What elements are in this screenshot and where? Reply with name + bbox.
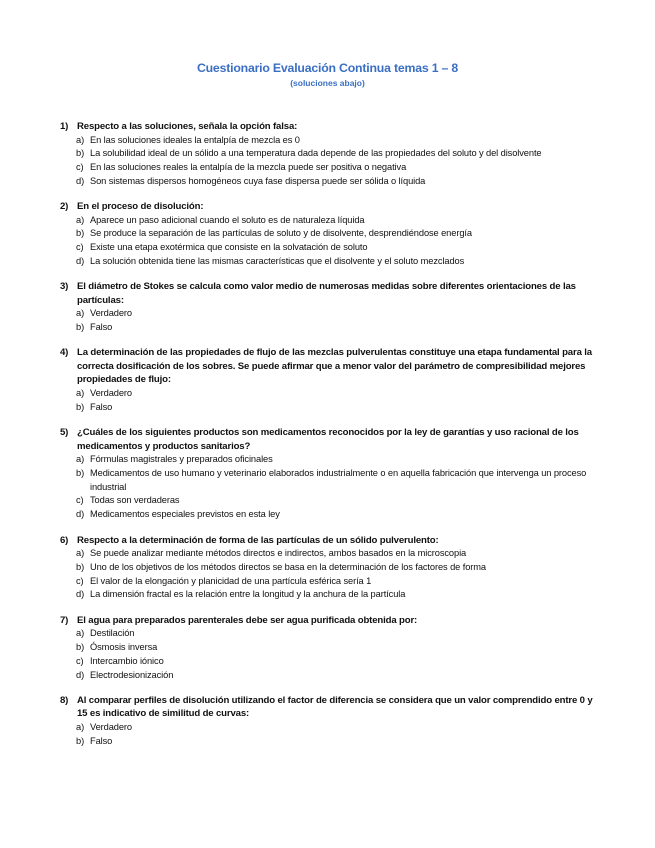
option-text: Aparece un paso adicional cuando el soluto es de naturaleza líquida: [90, 214, 365, 225]
answer-option: [60, 588, 600, 602]
option-text: Intercambio iónico: [90, 655, 164, 666]
option-text: Medicamentos de uso humano y veterinario elaborados industrialmente o en aquella fabricación que intervenga un proceso industrial: [90, 467, 587, 492]
option-letter: a): [76, 308, 85, 319]
question-text: Respecto a la determinación de forma de las partículas de un sólido pulverulento:: [77, 534, 439, 546]
option-text: El valor de la elongación y planicidad de una partícula esférica sería 1: [90, 575, 372, 586]
question-number: 6): [60, 534, 69, 546]
question-heading: [60, 694, 600, 721]
answer-options: [60, 453, 600, 522]
question-6: [60, 534, 600, 603]
answer-option: [60, 161, 600, 175]
option-text: Verdadero: [90, 308, 133, 319]
option-letter: c): [76, 655, 84, 666]
option-letter: c): [76, 575, 84, 586]
option-letter: a): [76, 721, 85, 732]
question-heading: [60, 614, 600, 628]
option-text: Falso: [90, 735, 113, 746]
answer-option: [60, 508, 600, 522]
question-heading: [60, 200, 600, 214]
option-text: Falso: [90, 401, 113, 412]
option-letter: a): [76, 454, 85, 465]
answer-option: [60, 387, 600, 401]
option-letter: c): [76, 242, 84, 253]
answer-options: [60, 307, 600, 335]
option-letter: b): [76, 322, 85, 333]
answer-option: [60, 401, 600, 415]
option-text: Todas son verdaderas: [90, 495, 180, 506]
question-3: [60, 280, 600, 335]
answer-option: [60, 721, 600, 735]
question-number: 4): [60, 347, 69, 359]
question-7: [60, 614, 600, 683]
option-letter: d): [76, 175, 85, 186]
answer-option: [60, 494, 600, 508]
option-letter: a): [76, 387, 85, 398]
question-text: Al comparar perfiles de disolución utilizando el factor de diferencia se considera que un valor comprendido entre 0 y 15 es indicativo de similitud de curvas:: [77, 694, 593, 720]
option-text: Existe una etapa exotérmica que consiste en la solvatación de soluto: [90, 242, 368, 253]
question-1: [60, 120, 600, 189]
question-text: El diámetro de Stokes se calcula como valor medio de numerosas medidas sobre diferentes orientaciones de las partículas:: [77, 281, 576, 306]
question-number: 8): [60, 694, 69, 706]
option-text: Verdadero: [90, 387, 133, 398]
answer-option: [60, 575, 600, 589]
option-letter: c): [76, 495, 84, 506]
answer-option: [60, 627, 600, 641]
document-subtitle: (soluciones abajo): [290, 78, 365, 88]
option-text: Fórmulas magistrales y preparados oficinales: [90, 454, 273, 465]
question-heading: [60, 346, 600, 387]
answer-option: [60, 147, 600, 161]
question-8: [60, 694, 600, 749]
option-letter: b): [76, 401, 85, 412]
answer-options: [60, 134, 600, 189]
question-list: [60, 120, 600, 760]
answer-options: [60, 214, 600, 269]
option-letter: a): [76, 548, 85, 559]
question-number: 7): [60, 614, 69, 626]
answer-option: [60, 669, 600, 683]
answer-option: [60, 655, 600, 669]
option-letter: a): [76, 628, 85, 639]
option-text: Se puede analizar mediante métodos directos e indirectos, ambos basados en la microscopia: [90, 548, 467, 559]
answer-option: [60, 561, 600, 575]
option-text: La dimensión fractal es la relación entre la longitud y la anchura de la partícula: [90, 589, 406, 600]
question-number: 3): [60, 281, 69, 293]
document-title: Cuestionario Evaluación Continua temas 1 – 8: [196, 61, 459, 75]
option-letter: d): [76, 509, 85, 520]
option-letter: b): [76, 148, 85, 159]
option-letter: b): [76, 228, 85, 239]
answer-option: [60, 134, 600, 148]
option-letter: b): [76, 561, 85, 572]
option-text: Verdadero: [90, 721, 133, 732]
question-heading: [60, 426, 600, 453]
option-letter: d): [76, 589, 85, 600]
answer-options: [60, 547, 600, 602]
option-letter: b): [76, 467, 85, 478]
option-text: Destilación: [90, 628, 135, 639]
option-text: Medicamentos especiales previstos en esta ley: [90, 509, 280, 520]
answer-options: [60, 387, 600, 415]
option-text: Se produce la separación de las partículas de soluto y de disolvente, desprendiéndose energía: [90, 228, 472, 239]
answer-option: [60, 175, 600, 189]
option-text: En las soluciones reales la entalpía de la mezcla puede ser positiva o negativa: [90, 162, 407, 173]
answer-option: [60, 214, 600, 228]
question-number: 1): [60, 121, 69, 132]
question-text: ¿Cuáles de los siguientes productos son medicamentos reconocidos por la ley de garantías y uso racional de los medicamentos y productos sanitarios?: [77, 427, 579, 452]
question-text: El agua para preparados parenterales debe ser agua purificada obtenida por:: [77, 614, 418, 626]
answer-option: [60, 255, 600, 269]
question-number: 5): [60, 427, 69, 439]
option-letter: b): [76, 642, 85, 653]
option-letter: b): [76, 735, 85, 746]
option-text: En las soluciones ideales la entalpía de mezcla es 0: [90, 134, 300, 145]
option-letter: d): [76, 669, 85, 680]
answer-option: [60, 547, 600, 561]
answer-option: [60, 641, 600, 655]
option-letter: c): [76, 162, 84, 173]
option-text: Electrodesionización: [90, 669, 174, 680]
option-letter: d): [76, 256, 85, 267]
answer-option: [60, 467, 600, 495]
question-2: [60, 200, 600, 269]
answer-options: [60, 627, 600, 682]
option-text: La solución obtenida tiene las mismas características que el disolvente y el soluto mezclados: [90, 256, 465, 267]
answer-option: [60, 307, 600, 321]
question-heading: [60, 534, 600, 548]
option-text: Uno de los objetivos de los métodos directos se basa en la determinación de los factores de forma: [90, 561, 486, 572]
question-5: [60, 426, 600, 522]
option-text: La solubilidad ideal de un sólido a una temperatura dada depende de las propiedades del soluto y del disolvente: [90, 148, 542, 159]
question-text: La determinación de las propiedades de flujo de las mezclas pulverulentas constituye una etapa fundamental para la correcta dosificación de los sobres. Se puede afirmar que a menor valor del parámetro de compresibilidad mejores propiedades de flujo:: [77, 347, 592, 386]
question-number: 2): [60, 201, 69, 213]
question-text: En el proceso de disolución:: [77, 201, 204, 213]
question-heading: [60, 280, 600, 307]
option-letter: a): [76, 214, 85, 225]
answer-option: [60, 735, 600, 749]
question-text: Respecto a las soluciones, señala la opción falsa:: [77, 121, 298, 132]
option-text: Son sistemas dispersos homogéneos cuya fase dispersa puede ser sólida o líquida: [90, 175, 426, 186]
option-text: Ósmosis inversa: [90, 642, 158, 653]
answer-options: [60, 721, 600, 749]
question-heading: [60, 120, 600, 134]
answer-option: [60, 227, 600, 241]
answer-option: [60, 241, 600, 255]
answer-option: [60, 321, 600, 335]
option-letter: a): [76, 134, 85, 145]
question-4: [60, 346, 600, 414]
answer-option: [60, 453, 600, 467]
option-text: Falso: [90, 322, 113, 333]
